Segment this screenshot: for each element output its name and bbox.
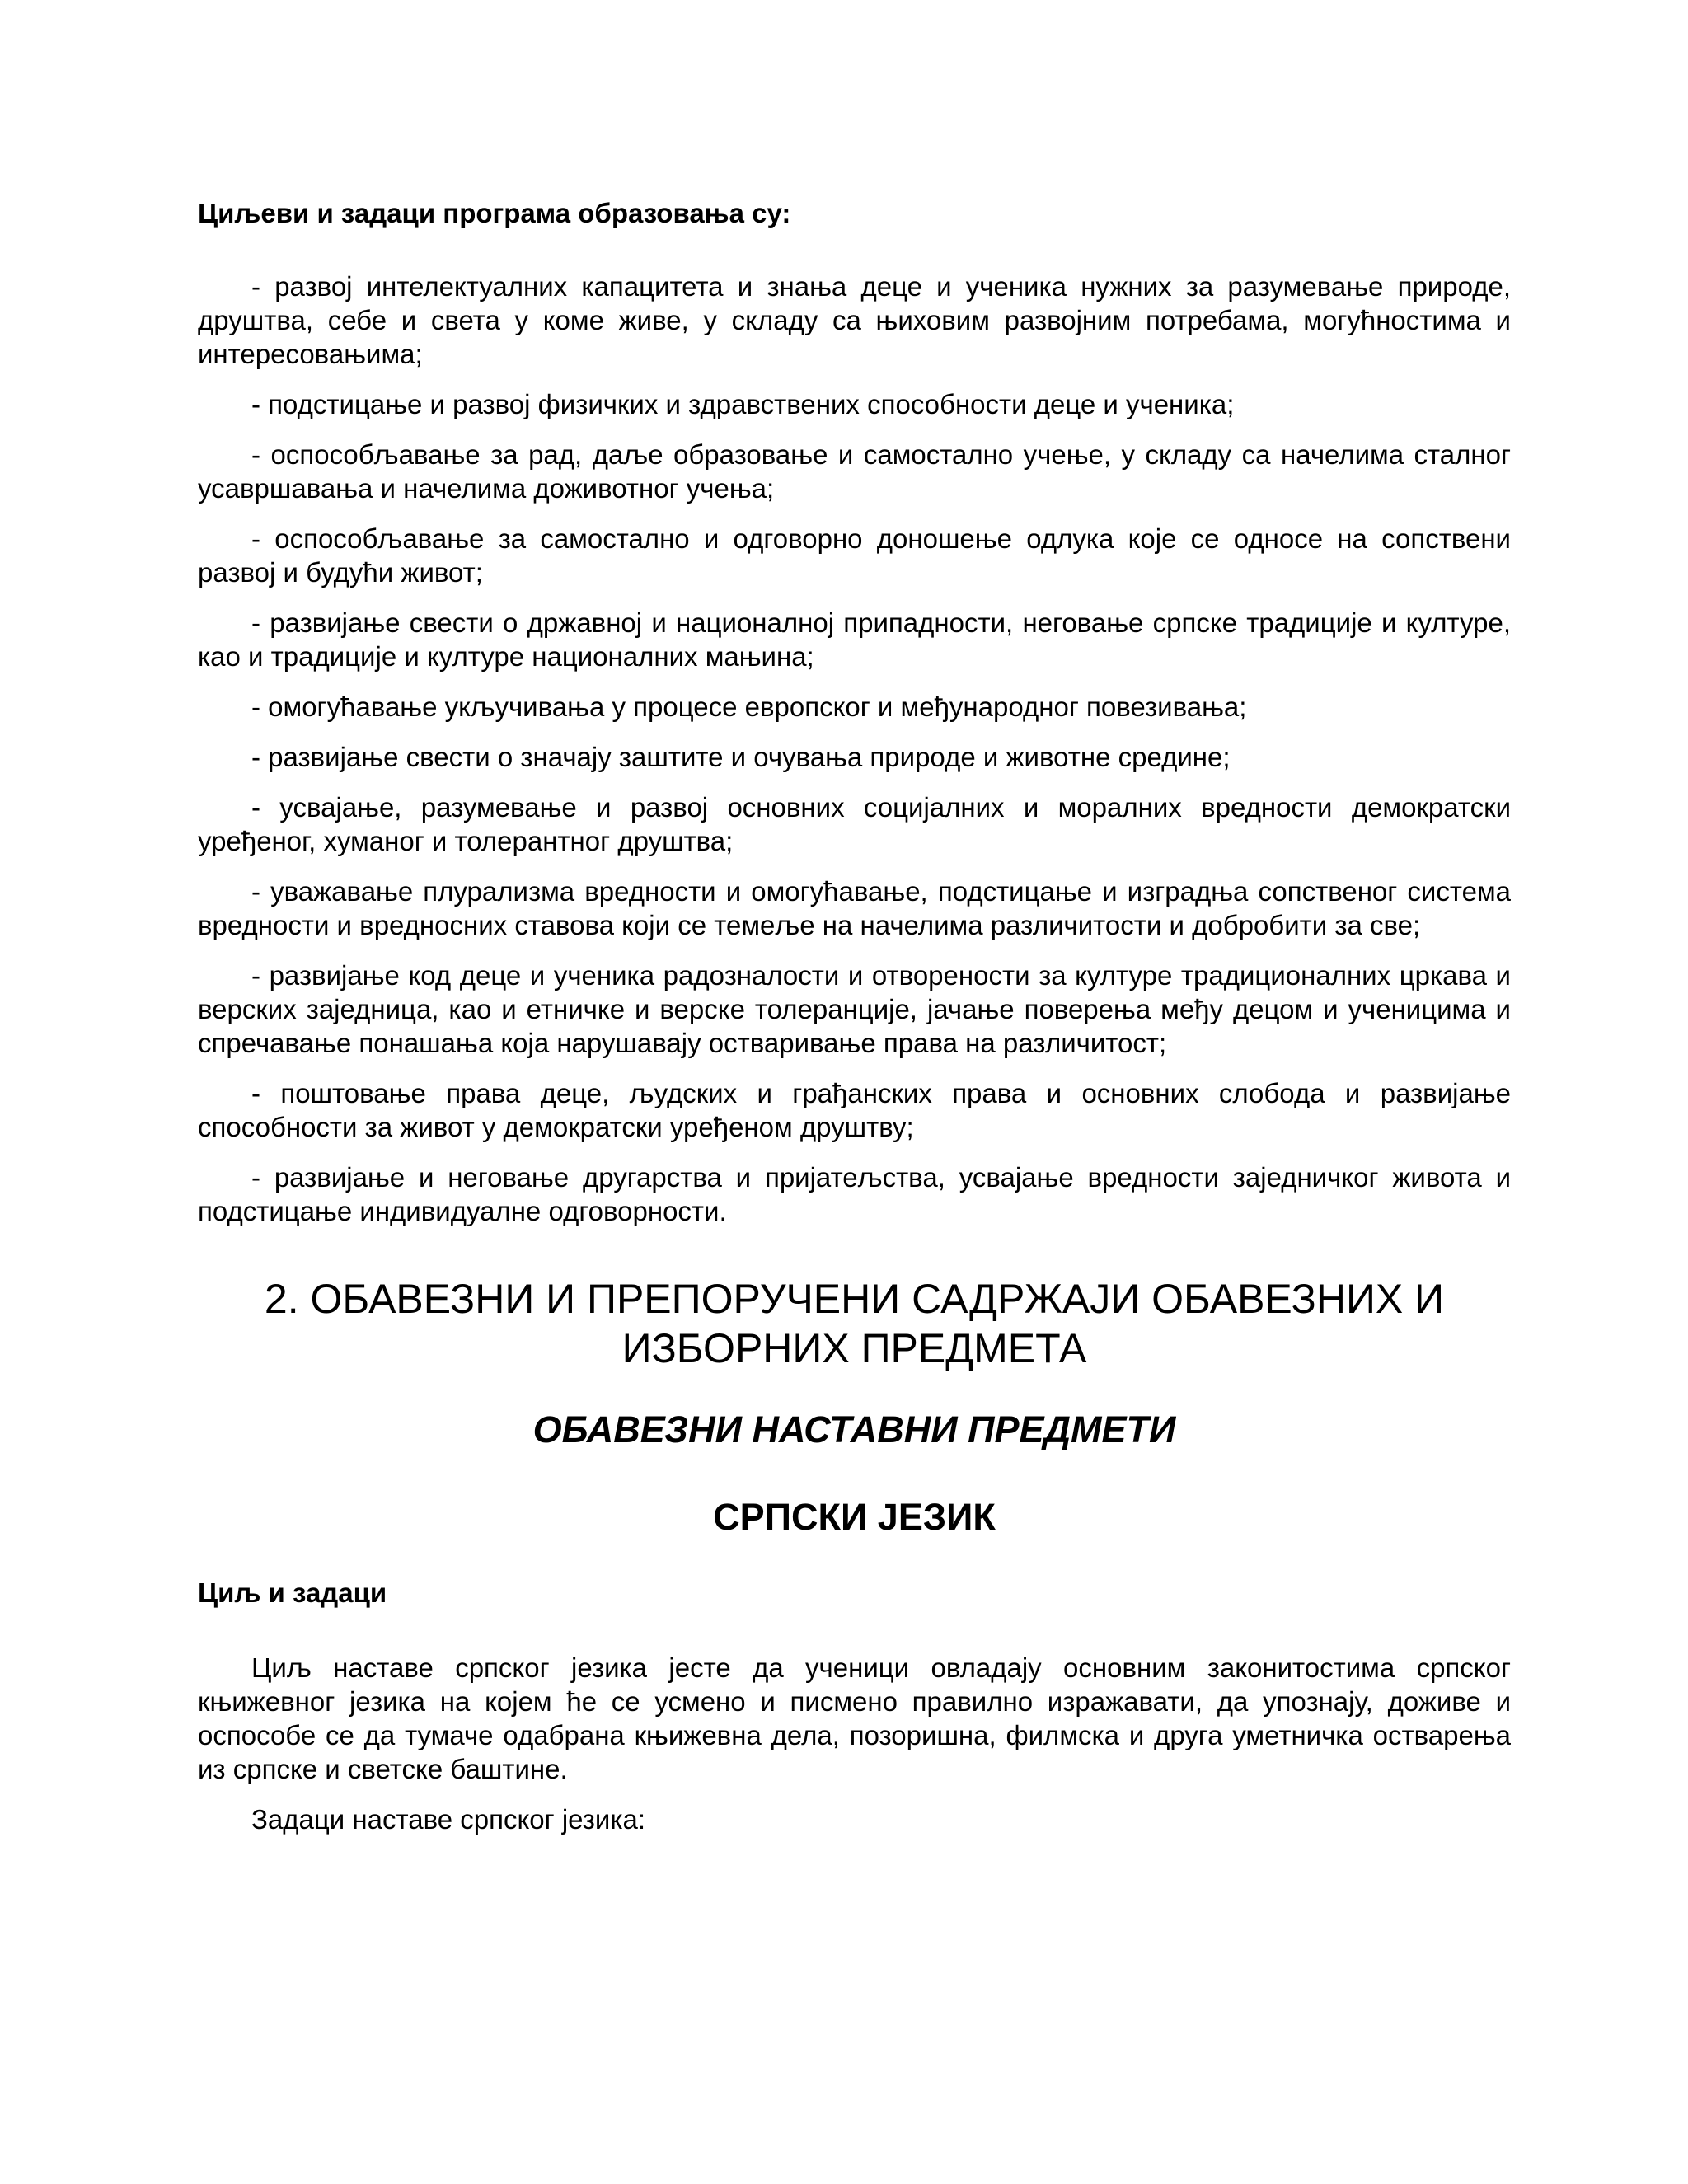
goal-item: - оспособљавање за самостално и одговорно доношење одлука које се односе на сопствени развој и будући живот; bbox=[198, 523, 1511, 588]
tasks-intro: Задаци наставе српског језика: bbox=[251, 1804, 646, 1835]
aim-heading: Циљ и задаци bbox=[198, 1577, 387, 1608]
goal-item: - развијање свести о значају заштите и очувања природе и животне средине; bbox=[251, 742, 1231, 772]
document-page bbox=[198, 196, 1511, 1836]
goals-heading: Циљеви и задаци програма образовања су: bbox=[198, 198, 791, 228]
goal-item: - усвајање, разумевање и развој основних социјалних и моралних вредности демократски уређеног, хуманог и толерантног друштва; bbox=[198, 792, 1511, 856]
goal-item: - развој интелектуалних капацитета и знања деце и ученика нужних за разумевање природе, друштва, себе и света у коме живе, у складу са њиховим развојним потребама, могућностима и интересовањима; bbox=[198, 271, 1511, 369]
goals-list bbox=[198, 269, 1511, 1228]
goal-item: - оспособљавање за рад, даље образовање и самостално учење, у складу са начелима сталног усавршавања и начелима доживотног учења; bbox=[198, 439, 1511, 504]
subject-group-title: ОБАВЕЗНИ НАСТАВНИ ПРЕДМЕТИ bbox=[532, 1408, 1176, 1451]
goal-item: - подстицање и развој физичких и здравствених способности деце и ученика; bbox=[251, 389, 1235, 419]
subject-name: СРПСКИ ЈЕЗИК bbox=[713, 1496, 996, 1538]
goal-item: - развијање свести о државној и националној припадности, неговање српске традиције и културе, као и традиције и културе националних мањина; bbox=[198, 607, 1511, 672]
goal-item: - развијање код деце и ученика радозналости и отворености за културе традиционалних цркава и верских заједница, као и етничке и верске толеранције, јачање поверења међу децом и ученицима и спречавање понашања која нарушавају остваривање права на различитост; bbox=[198, 960, 1511, 1058]
aim-text: Циљ наставе српског језика јесте да ученици овладају основним законитостима српског књижевног језика на којем ће се усмено и писмено правилно изражавати, да упознају, доживе и оспособе се да тумаче одабрана књижевна дела, позоришна, филмска и друга уметничка остварења из српске и светске баштине. bbox=[198, 1652, 1511, 1784]
goal-item: - омогућавање укључивања у процесе европског и међународног повезивања; bbox=[251, 691, 1247, 722]
goal-item: - развијање и неговање другарства и пријатељства, усвајање вредности заједничког живота и подстицање индивидуалне одговорности. bbox=[198, 1162, 1511, 1226]
goal-item: - поштовање права деце, људских и грађанских права и основних слобода и развијање способности за живот у демократски уређеном друштву; bbox=[198, 1078, 1511, 1142]
goal-item: - уважавање плурализма вредности и омогућавање, подстицање и изградња сопственог система вредности и вредносних ставова који се темеље на начелима различитости и добробити за све; bbox=[198, 876, 1511, 940]
section-title: 2. ОБАВЕЗНИ И ПРЕПОРУЧЕНИ САДРЖАЈИ ОБАВЕЗНИХ И ИЗБОРНИХ ПРЕДМЕТА bbox=[264, 1276, 1445, 1371]
